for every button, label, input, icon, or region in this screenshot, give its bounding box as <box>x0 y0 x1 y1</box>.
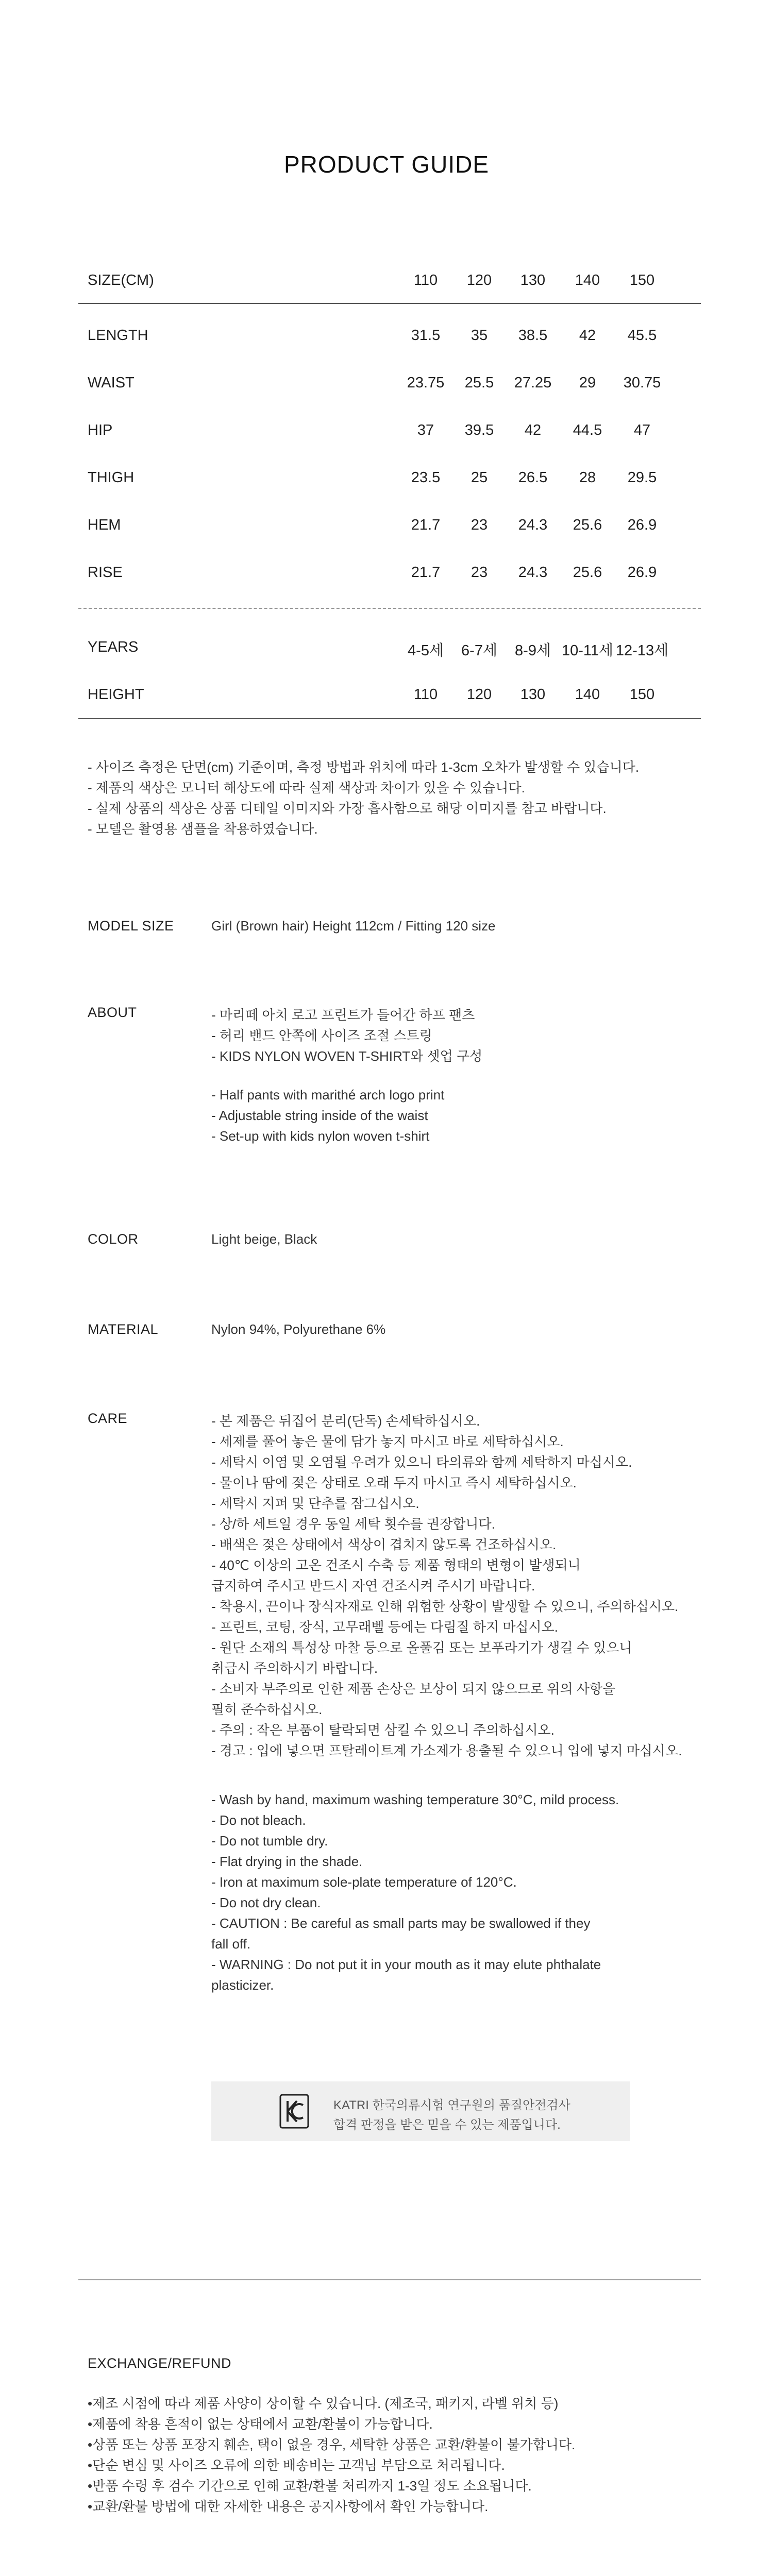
note-line: - 사이즈 측정은 단면(cm) 기준이며, 측정 방법과 위치에 따라 1-3cm 오차가 발생할 수 있습니다. <box>88 759 640 775</box>
care-line: - CAUTION : Be careful as small parts may be swallowed if they <box>211 1916 591 1931</box>
row-label: HIP <box>88 422 113 438</box>
about-line: - Set-up with kids nylon woven t-shirt <box>211 1128 430 1144</box>
row-label: HEM <box>88 517 121 533</box>
table-cell: 21.7 <box>411 564 441 581</box>
table-cell: 31.5 <box>411 327 441 344</box>
table-cell: 28 <box>579 469 596 486</box>
table-cell: 26.9 <box>627 564 657 581</box>
table-cell: 23 <box>470 517 488 533</box>
about-line: - 마리떼 아치 로고 프린트가 들어간 하프 팬츠 <box>211 1007 475 1023</box>
exchange-line: •단순 변심 및 사이즈 오류에 의한 배송비는 고객님 부담으로 처리됩니다. <box>88 2458 505 2473</box>
care-line: - WARNING : Do not put it in your mouth as it may elute phthalate <box>211 1957 601 1972</box>
exchange-line: •교환/환불 방법에 대한 자세한 내용은 공지사항에서 확인 가능합니다. <box>88 2499 489 2514</box>
care-line: fall off. <box>211 1936 251 1952</box>
table-cell: 10-11세 <box>561 642 614 659</box>
row-label: WAIST <box>88 375 135 391</box>
table-row-length <box>88 327 701 353</box>
table-cell: 130 <box>520 686 546 703</box>
table-cell: 23 <box>470 564 488 581</box>
kc-text-line: 합격 판정을 받은 믿을 수 있는 제품입니다. <box>333 2118 561 2132</box>
material-value: Nylon 94%, Polyurethane 6% <box>211 1321 386 1337</box>
size-col-150: 150 <box>629 272 655 289</box>
care-label: CARE <box>88 1411 128 1426</box>
care-line: - Wash by hand, maximum washing temperature 30°C, mild process. <box>211 1792 619 1807</box>
care-line: - 본 제품은 뒤집어 분리(단독) 손세탁하십시오. <box>211 1413 480 1429</box>
table-cell: 26.9 <box>627 517 657 533</box>
care-line: - 세제를 풀어 놓은 물에 담가 놓지 마시고 바로 세탁하십시오. <box>211 1434 564 1449</box>
table-cell: 6-7세 <box>461 642 497 659</box>
table-cell: 39.5 <box>464 422 494 438</box>
table-row-years <box>88 639 701 665</box>
size-table-header-label: SIZE(CM) <box>88 272 154 289</box>
table-cell: 120 <box>466 686 492 703</box>
row-label: LENGTH <box>88 327 148 344</box>
table-row-hem <box>88 517 701 543</box>
size-col-120: 120 <box>466 272 492 289</box>
section-divider <box>78 2279 701 2280</box>
row-label: RISE <box>88 564 123 581</box>
model-size-value: Girl (Brown hair) Height 112cm / Fitting 120 size <box>211 918 496 934</box>
table-cell: 25.5 <box>464 375 494 391</box>
table-cell: 47 <box>633 422 651 438</box>
table-row-hip <box>88 422 701 448</box>
page-title: PRODUCT GUIDE <box>283 151 490 178</box>
table-cell: 27.25 <box>514 375 552 391</box>
table-cell: 35 <box>470 327 488 344</box>
about-line: - 허리 밴드 안쪽에 사이즈 조절 스트링 <box>211 1028 432 1043</box>
care-line: - Do not bleach. <box>211 1812 306 1828</box>
exchange-line: •제조 시점에 따라 제품 사양이 상이할 수 있습니다. (제조국, 패키지, 라벨 위치 등) <box>88 2396 559 2411</box>
care-line: - 배색은 젖은 상태에서 색상이 겹치지 않도록 건조하십시오. <box>211 1537 557 1552</box>
care-line: - 소비자 부주의로 인한 제품 손상은 보상이 되지 않으므로 위의 사항을 <box>211 1681 616 1697</box>
table-cell: 37 <box>417 422 434 438</box>
table-cell: 4-5세 <box>408 642 444 659</box>
exchange-line: •상품 또는 상품 포장지 훼손, 택이 없을 경우, 세탁한 상품은 교환/환불이 불가합니다. <box>88 2437 576 2452</box>
table-cell: 42 <box>579 327 596 344</box>
size-table-header <box>88 272 701 298</box>
care-line: - Do not dry clean. <box>211 1895 321 1910</box>
note-line: - 실제 상품의 색상은 상품 디테일 이미지와 가장 흡사함으로 해당 이미지를 참고 바랍니다. <box>88 801 607 816</box>
table-cell: 45.5 <box>627 327 657 344</box>
table-cell: 30.75 <box>623 375 661 391</box>
care-line: 취급시 주의하시기 바랍니다. <box>211 1660 378 1676</box>
about-label: ABOUT <box>88 1005 137 1020</box>
care-line: - 40℃ 이상의 고온 건조시 수축 등 제품 형태의 변형이 발생되니 <box>211 1557 581 1573</box>
table-cell: 23.75 <box>407 375 445 391</box>
size-col-110: 110 <box>413 272 438 289</box>
care-line: - Iron at maximum sole-plate temperature of 120°C. <box>211 1874 517 1890</box>
size-col-130: 130 <box>520 272 546 289</box>
table-cell: 38.5 <box>518 327 548 344</box>
table-cell: 25 <box>470 469 488 486</box>
care-line: - Flat drying in the shade. <box>211 1854 363 1869</box>
care-line: - 상/하 세트일 경우 동일 세탁 횟수를 권장합니다. <box>211 1516 495 1532</box>
exchange-refund-label: EXCHANGE/REFUND <box>88 2355 232 2371</box>
color-value: Light beige, Black <box>211 1231 317 1247</box>
table-row-height <box>88 686 701 712</box>
table-row-waist <box>88 375 701 400</box>
note-line: - 제품의 색상은 모니터 해상도에 따라 실제 색상과 차이가 있을 수 있습니다. <box>88 780 525 795</box>
table-header-divider <box>78 303 701 304</box>
care-line: - 착용시, 끈이나 장식자재로 인해 위험한 상황이 발생할 수 있으니, 주의하십시오. <box>211 1599 679 1614</box>
table-cell: 23.5 <box>411 469 441 486</box>
table-cell: 8-9세 <box>515 642 551 659</box>
table-row-thigh <box>88 469 701 495</box>
table-cell: 44.5 <box>573 422 602 438</box>
care-line: - Do not tumble dry. <box>211 1833 328 1849</box>
table-cell: 12-13세 <box>615 642 669 659</box>
table-cell: 24.3 <box>518 517 548 533</box>
care-line: 필히 준수하십시오. <box>211 1702 323 1717</box>
care-line: - 주의 : 작은 부품이 탈락되면 삼킬 수 있으니 주의하십시오. <box>211 1722 554 1738</box>
size-col-140: 140 <box>575 272 600 289</box>
care-line: - 경고 : 입에 넣으면 프탈레이트계 가소제가 용출될 수 있으니 입에 넣지 마십시오. <box>211 1743 682 1758</box>
care-line: plasticizer. <box>211 1977 274 1993</box>
about-line: - Half pants with marithé arch logo print <box>211 1087 445 1103</box>
row-label: THIGH <box>88 469 135 486</box>
kc-certification-icon <box>279 2094 309 2129</box>
care-line: - 세탁시 지퍼 및 단추를 잠그십시오. <box>211 1496 419 1511</box>
table-cell: 24.3 <box>518 564 548 581</box>
table-cell: 21.7 <box>411 517 441 533</box>
model-size-label: MODEL SIZE <box>88 918 174 934</box>
material-label: MATERIAL <box>88 1321 159 1337</box>
care-line: - 원단 소재의 특성상 마찰 등으로 올풀김 또는 보푸라기가 생길 수 있으니 <box>211 1640 632 1655</box>
exchange-line: •제품에 착용 흔적이 없는 상태에서 교환/환불이 가능합니다. <box>88 2416 433 2432</box>
table-cell: 42 <box>524 422 542 438</box>
table-cell: 140 <box>575 686 600 703</box>
exchange-line: •반품 수령 후 검수 기간으로 인해 교환/환불 처리까지 1-3일 정도 소요됩니다. <box>88 2478 532 2494</box>
table-cell: 26.5 <box>518 469 548 486</box>
table-bottom-divider <box>78 718 701 719</box>
about-line: - Adjustable string inside of the waist <box>211 1108 428 1123</box>
table-cell: 29.5 <box>627 469 657 486</box>
care-line: - 세탁시 이염 및 오염될 우려가 있으니 타의류와 함께 세탁하지 마십시오. <box>211 1454 632 1470</box>
care-line: 급지하여 주시고 반드시 자연 건조시켜 주시기 바랍니다. <box>211 1578 535 1594</box>
table-section-divider <box>78 608 701 609</box>
care-line: - 물이나 땀에 젖은 상태로 오래 두지 마시고 즉시 세탁하십시오. <box>211 1475 577 1490</box>
table-cell: 25.6 <box>573 517 602 533</box>
row-label: YEARS <box>88 639 139 655</box>
note-line: - 모델은 촬영용 샘플을 착용하였습니다. <box>88 821 318 837</box>
care-line: - 프린트, 코팅, 장식, 고무래벨 등에는 다림질 하지 마십시오. <box>211 1619 559 1635</box>
table-row-rise <box>88 564 701 590</box>
table-cell: 29 <box>579 375 596 391</box>
row-label: HEIGHT <box>88 686 144 703</box>
table-cell: 110 <box>413 686 438 703</box>
kc-certification-box <box>211 2081 630 2141</box>
table-cell: 150 <box>629 686 655 703</box>
kc-text-line: KATRI 한국의류시험 연구원의 품질안전검사 <box>333 2098 570 2112</box>
about-line: - KIDS NYLON WOVEN T-SHIRT와 셋업 구성 <box>211 1048 483 1064</box>
table-cell: 25.6 <box>573 564 602 581</box>
color-label: COLOR <box>88 1231 139 1247</box>
